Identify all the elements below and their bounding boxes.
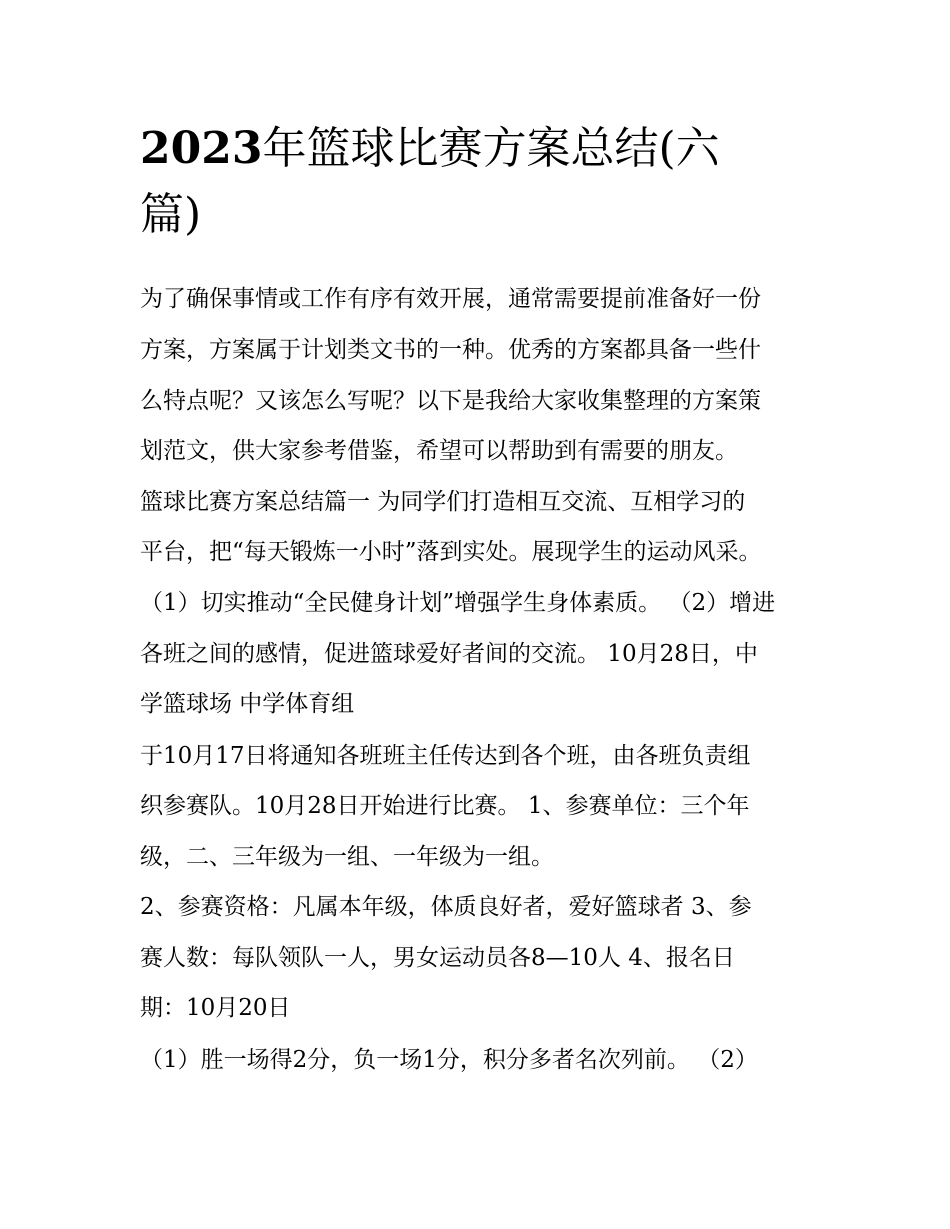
body-line-5: 篮球比赛方案总结篇一 为同学们打造相互交流、互相学习的	[140, 489, 746, 515]
body-line-9: 学篮球场 中学体育组	[140, 691, 355, 717]
body-line-2: 方案，方案属于计划类文书的一种。优秀的方案都具备一些什	[140, 337, 761, 363]
title-text-line-1: 年篮球比赛方案总结(六	[262, 123, 720, 174]
body-line-15: 期：10月20日	[140, 995, 291, 1021]
body-line-4: 划范文，供大家参考借鉴，希望可以帮助到有需要的朋友。	[140, 438, 738, 464]
body-line-7: （1）切实推动“全民健身计划”增强学生身体素质。 （2）增进	[140, 590, 776, 616]
body-line-6: 平台，把“每天锻炼一小时”落到实处。展现学生的运动风采。	[140, 539, 762, 565]
body-line-12: 级，二、三年级为一组、一年级为一组。	[140, 844, 554, 870]
body-line-13: 2、参赛资格：凡属本年级，体质良好者，爱好篮球者 3、参	[140, 894, 752, 920]
title-year: 2023	[140, 123, 263, 174]
body-line-11: 织参赛队。10月28日开始进行比赛。 1、参赛单位：三个年	[140, 793, 750, 819]
body-line-1: 为了确保事情或工作有序有效开展，通常需要提前准备好一份	[140, 286, 761, 312]
body-line-10: 于10月17日将通知各班班主任传达到各个班，由各班负责组	[140, 743, 751, 769]
body-line-8: 各班之间的感情，促进篮球爱好者间的交流。 10月28日，中	[140, 641, 758, 667]
body-line-3: 么特点呢？又该怎么写呢？以下是我给大家收集整理的方案策	[140, 388, 761, 414]
title-text-line-2: 篇)	[140, 189, 202, 240]
body-line-14: 赛人数：每队领队一人，男女运动员各8—10人 4、报名日	[140, 945, 735, 971]
body-line-16: （1）胜一场得2分，负一场1分，积分多者名次列前。 （2）	[140, 1047, 758, 1073]
document-title	[140, 116, 830, 248]
